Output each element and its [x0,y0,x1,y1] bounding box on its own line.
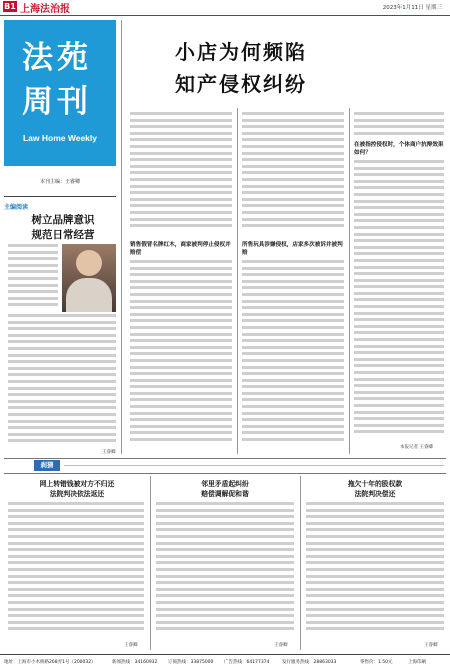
host-column-text-b [8,314,116,448]
column-divider [121,20,122,454]
bottom-article-2-title-line2: 赔偿调解促和谐 [201,490,249,498]
masthead-title-line1: 法苑 [22,40,92,76]
masthead-english: Law Home Weekly [22,133,97,143]
footer-printer: 上海印刷 [408,660,426,665]
section-rule [64,465,444,466]
article-text-col3-a [354,112,444,138]
bottom-article-1-title-line1: 网上转错钱被对方不归还 [39,480,115,488]
bottom-article-2-text [156,502,294,640]
article-text-col2-b [242,260,344,452]
article-text-col2-a [242,112,344,238]
article-text-col1-b [130,260,232,452]
newspaper-name: 上海法治报 [20,4,70,15]
issue-date: 2023年1月11日 星期三 [382,5,442,11]
bottom-article-1-title-line2: 法院判决依法返还 [49,490,105,498]
host-column-text-a [8,244,58,310]
host-column-title-line2: 规范日常经营 [31,229,95,241]
bottom-article-1-sign: 王睿卿 [124,643,138,648]
subhead-3: 在被指控侵权时，个体商户抗辩效果如何？ [354,142,444,156]
masthead-title-line2: 周刊 [22,84,92,120]
host-column-label: 主编阅读 [4,204,29,211]
author-photo [62,244,116,312]
host-column-title-line1: 树立品牌意识 [31,214,95,226]
subhead-2: 所售玩具涉嫌侵权，店家多次被诉并被判赔 [242,242,343,256]
headline-line2: 知产侵权纠纷 [175,72,307,96]
chief-editor: 本刊主编：王睿卿 [40,179,81,185]
footer-ad-hotline: 广告热线：64177374 [224,660,270,665]
headline-line1: 小店为何频陷 [175,40,307,64]
main-article-author: 本报记者 王睿卿 [400,445,433,450]
article-text-col1-a [130,112,232,235]
host-column-sign: 王睿卿 [102,450,116,455]
shoulders [66,278,112,312]
section-bar [4,458,446,474]
bottom-article-3-text [306,502,444,640]
footer-issue-hotline: 发行服务热线：28863033 [282,660,337,665]
column-divider [349,108,350,454]
masthead [4,20,116,166]
face [76,250,102,276]
column-divider [300,476,301,650]
divider [4,196,116,197]
section-logo: 刹猜 [34,460,60,471]
bottom-article-2-title-line1: 邻里矛盾起纠纷 [201,480,249,488]
page-footer [0,654,450,669]
bottom-article-1-text [8,502,144,640]
footer-price: 零售价：1.50元 [360,660,393,665]
page-header [0,0,450,16]
bottom-article-3-title-line1: 拖欠十年的股权款 [347,480,403,488]
subhead-1: 销售假冒名牌红木，商家被判停止侵权并赔偿 [130,242,231,256]
article-text-col3-b [354,160,444,440]
footer-address: 地址：上海市小木桥路268弄1号（200032） [4,660,96,665]
column-divider [237,108,238,454]
column-divider [150,476,151,650]
bottom-article-2-sign: 王睿卿 [274,643,288,648]
bottom-article-3-sign: 王睿卿 [424,643,438,648]
bottom-article-3-title-line2: 法院判决偿还 [354,490,396,498]
footer-subscription: 订阅热线：33875000 [168,660,214,665]
footer-news-hotline: 新闻热线：34160932 [112,660,158,665]
page-number: B1 [4,2,16,11]
